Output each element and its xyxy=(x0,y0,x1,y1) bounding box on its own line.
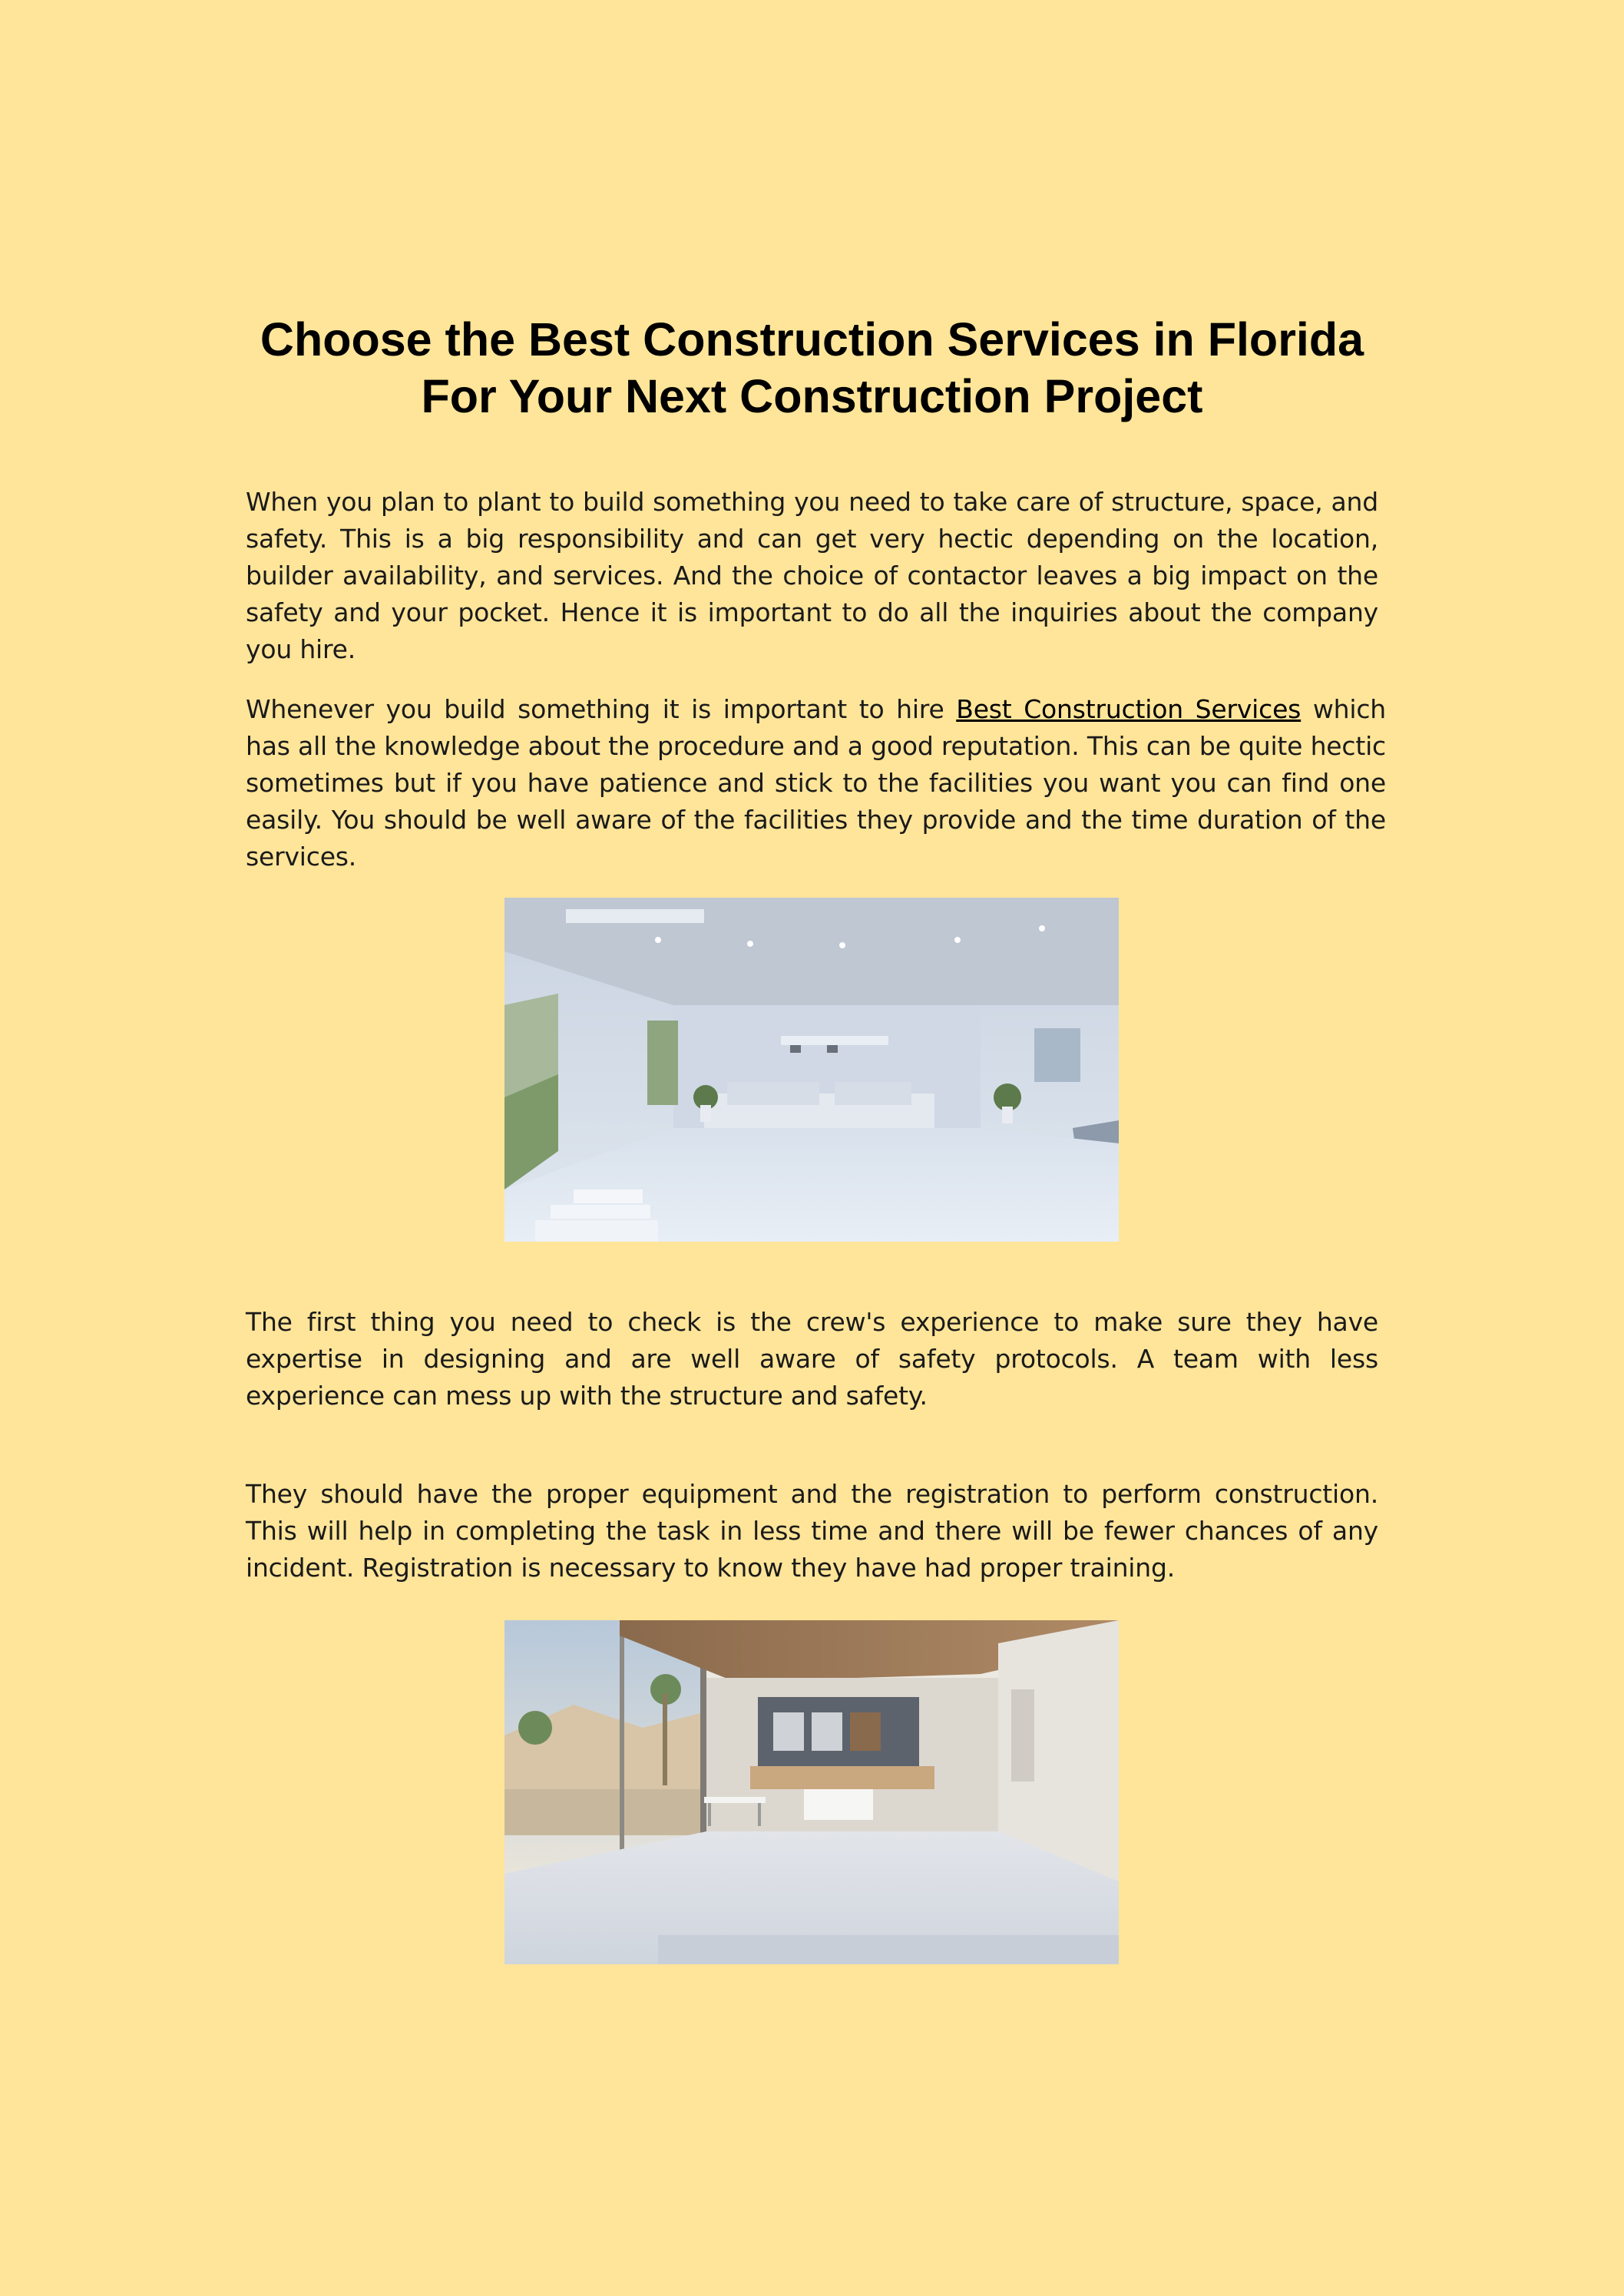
paragraph-intro: When you plan to plant to build something you need to take care of structure, space, and safety. This is a big responsibility and can get very hectic depending on the location, builder availability, and services. And the choice of contactor leaves a big impact on the safety and your pocket. Hence it is important to do all the inquiries about the company you hire. xyxy=(246,487,1378,664)
paragraph-hire xyxy=(246,691,1386,875)
paragraph-hire-text-before: Whenever you build something it is important to hire xyxy=(246,694,957,724)
paragraph-hire-text-after: which has all the knowledge about the procedure and a good reputation. This can be quite hectic sometimes but if you have patience and stick to the facilities you want you can find one easily. You should be well aware of the facilities they provide and the time duration of the services. xyxy=(246,694,1387,872)
interior-photo-wood-ceiling-room-drawing xyxy=(504,1620,1119,1964)
best-construction-services-link[interactable]: Best Construction Services xyxy=(956,694,1302,724)
interior-photo-wood-ceiling-room xyxy=(504,1620,1119,1964)
interior-photo-white-living-room xyxy=(504,898,1119,1242)
paragraph-crew-experience: The first thing you need to check is the crew's experience to make sure they have expertise in designing and are well aware of safety protocols. A team with less experience can mess up with the structure and safety. xyxy=(246,1307,1378,1411)
interior-photo-white-living-room-drawing xyxy=(504,898,1119,1242)
page-title: Choose the Best Construction Services in Florida For Your Next Construction Project xyxy=(260,313,1364,422)
paragraph-equipment-registration: They should have the proper equipment and the registration to perform construction. This will help in completing the task in less time and there will be fewer chances of any incident. Registration is necessary to know they have had proper training. xyxy=(246,1479,1378,1583)
